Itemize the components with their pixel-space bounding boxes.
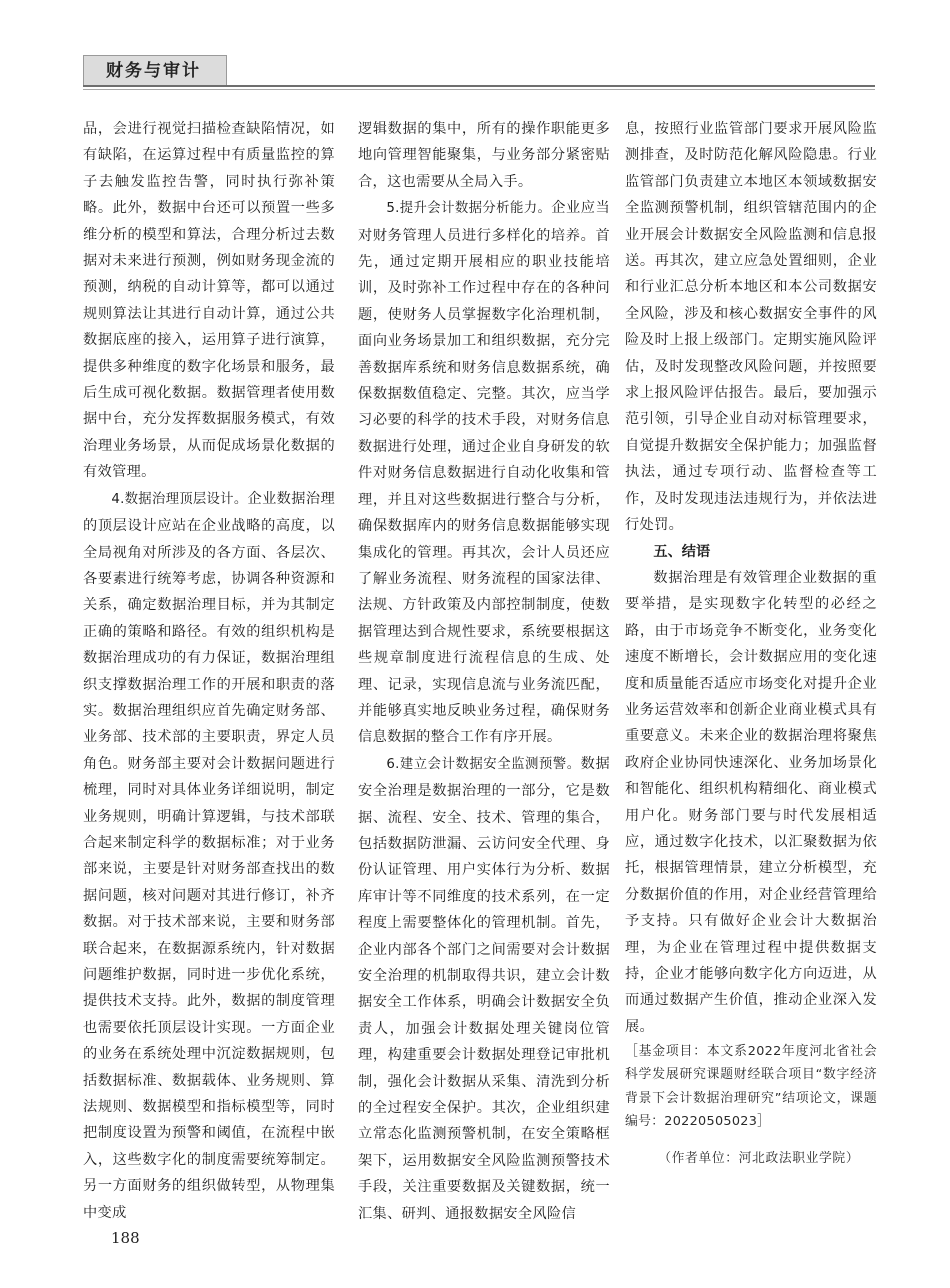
header-rule (83, 85, 875, 87)
paragraph-continued: 息，按照行业监管部门要求开展风险监测排查，及时防范化解风险隐患。行业监管部门负责建立本地区本领域数据安全监测预警机制，组织管辖范围内的企业开展会计数据安全风险监测和信息报送。再其次，建立应急处置细则，企业和行业汇总分析本地区和本公司数据安全风险，涉及和核心数据安全事件的风险及时上报上级部门。定期实施风险评估，及时发现整改风险问题，并按照要求上报风险评估报告。最后，要加强示范引领，引导企业自动对标管理要求，自觉提升数据安全保护能力；加强监督执法，通过专项行动、监督检查等工作，及时发现违法违规行为，并依法进行处罚。 (625, 121, 877, 534)
section-heading-conclusion: 五、结语 (653, 543, 711, 560)
paragraph-continued: 品，会进行视觉扫描检查缺陷情况，如有缺陷，在运算过程中有质量监控的算子去触发监控告警，同时执行弥补策略。此外，数据中台还可以预置一些多维分析的模型和算法，合理分析过去数据对未来进行预测，例如财务现金流的预测，纳税的自动计算等，都可以通过规则算法让其进行自动计算，通过公共数据底座的接入，运用算子进行演算，提供多种维度的数字化场景和服务，最后生成可视化数据。数据管理者使用数据中台，充分发挥数据服务模式，有效治理业务场景，从而促成场景化数据的有效管理。 (83, 121, 335, 481)
paragraph-4 (83, 486, 335, 1226)
column-2 (358, 116, 610, 1227)
author-unit: （作者单位：河北政法职业学院） (658, 1151, 860, 1167)
conclusion-paragraph: 数据治理是有效管理企业数据的重要举措，是实现数字化转型的必经之路，由于市场竞争不断变化，业务变化速度不断增长，会计数据应用的变化速度和质量能否适应市场变化对提升企业业务运营效率和创新企业商业模式具有重要意义。未来企业的数据治理将聚焦政府企业协同快速深化、业务加场景化和智能化、组织机构精细化、商业模式用户化。财务部门要与时代发展相适应，通过数字化技术，以汇聚数据为依托，根据管理情景，建立分析模型，充分数据价值的作用，对企业经营管理给予支持。只有做好企业会计大数据治理，为企业在管理过程中提供数据支持，企业才能够向数字化方向迈进，从而通过数据产生价值，推动企业深入发展。 (625, 569, 877, 1035)
subheading-5: 5.提升会计数据分析能力。 (386, 201, 552, 217)
paragraph-4-text: 企业数据治理的顶层设计应站在企业战略的高度，以全局视角对所涉及的各方面、各层次、各要素进行统筹考虑，协调各种资源和关系，确定数据治理目标，并为其制定正确的策略和路径。有效的组织机构是数据治理成功的有力保证，数据治理组织支撑数据治理工作的开展和职责的落实。数据治理组织应首先确定财务部、业务部、技术部的主要职责，界定人员角色。财务部主要对会计数据问题进行梳理，同时对具体业务详细说明，制定业务规则，明确计算逻辑，与技术部联合起来制定科学的数据标准；对于业务部来说，主要是针对财务部查找出的数据问题，核对问题对其进行修订，补齐数据。对于技术部来说，主要和财务部联合起来，在数据源系统内，针对数据问题维护数据，同时进一步优化系统，提供技术支持。此外，数据的制度管理也需要依托顶层设计实现。一方面企业的业务在系统处理中沉淀数据规则，包括数据标准、数据载体、业务规则、算法规则、数据模型和指标模型等，同时把制度设置为预警和阈值，在流程中嵌入，这些数字化的制度需要统筹制定。另一方面财务的组织做转型，从物理集中变成 (83, 490, 335, 1221)
page-number: 188 (111, 1229, 140, 1247)
column-3 (625, 116, 877, 1170)
fund-note: ［基金项目：本文系2022年度河北省社会科学发展研究课题财经联合项目“数字经济背景下会计数据治理研究”结项论文，课题编号：20220505023］ (625, 1044, 877, 1129)
paragraph-5-text: 企业应当对财务管理人员进行多样化的培养。首先，通过定期开展相应的职业技能培训，及时弥补工作过程中存在的各种问题，使财务人员掌握数字化治理机制，面向业务场景加工和组织数据，充分完善数据库系统和财务信息数据系统，确保数据数值稳定、完整。其次，应当学习必要的科学的技术手段，对财务信息数据进行处理，通过企业自身研发的软件对财务信息数据进行自动化收集和管理，并且对这些数据进行整合与分析，确保数据库内的财务信息数据能够实现集成化的管理。再其次，会计人员还应了解业务流程、财务流程的国家法律、法规、方针政策及内部控制制度，使数据管理达到合规性要求，系统要根据这些规章制度进行流程信息的生成、处理、记录，实现信息流与业务流匹配，并能够真实地反映业务过程，确保财务信息数据的整合工作有序开展。 (358, 200, 610, 746)
subheading-4: 4.数据治理顶层设计。 (111, 491, 248, 507)
subheading-6: 6.建立会计数据安全监测预警。 (386, 756, 581, 772)
section-header-tab: 财务与审计 (83, 55, 227, 85)
paragraph-5 (358, 195, 610, 751)
paragraph-continued: 逻辑数据的集中，所有的操作职能更多地向管理智能聚集，与业务部分紧密贴合，这也需要从全局入手。 (358, 121, 610, 190)
column-1 (83, 116, 335, 1226)
header-rule-thin (83, 89, 875, 90)
paragraph-6 (358, 751, 610, 1227)
paragraph-6-text: 数据安全治理是数据治理的一部分，它是数据、流程、安全、技术、管理的集合，包括数据防泄漏、云访问安全代理、身份认证管理、用户实体行为分析、数据库审计等不同维度的技术系列，在一定程度上需要整体化的管理机制。首先，企业内部各个部门之间需要对会计数据安全治理的机制取得共识，建立会计数据安全工作体系，明确会计数据安全负责人，加强会计数据处理关键岗位管理，构建重要会计数据处理登记审批机制，强化会计数据从采集、清洗到分析的全过程安全保护。其次，企业组织建立常态化监测预警机制，在安全策略框架下，运用数据安全风险监测预警技术手段，关注重要数据及关键数据，统一汇集、研判、通报数据安全风险信 (358, 755, 610, 1222)
